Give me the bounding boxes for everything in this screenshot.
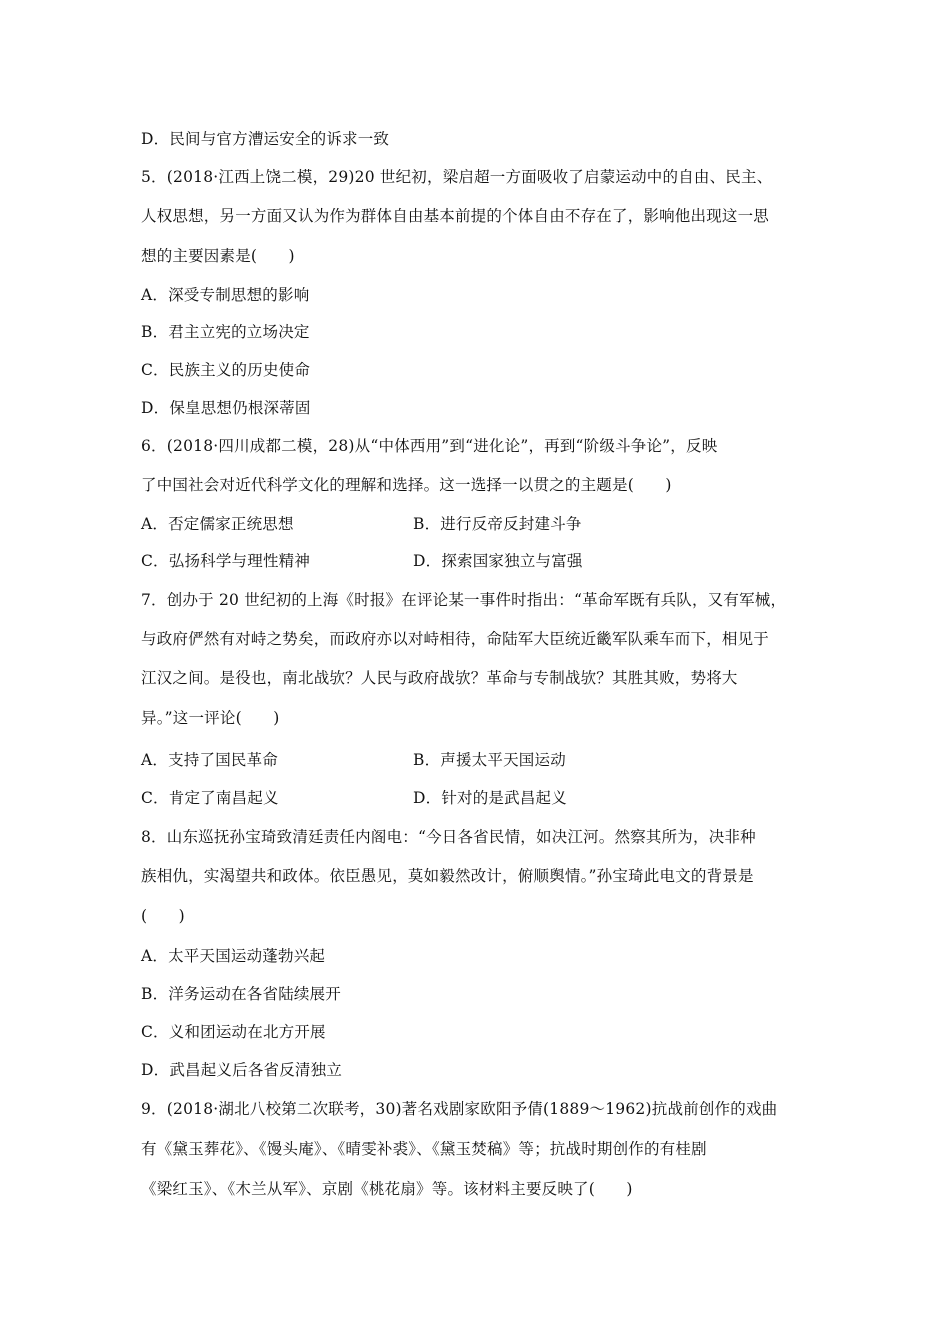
q5-option-d: D．保皇思想仍根深蒂固 bbox=[141, 399, 311, 417]
q5-stem-line-3: 想的主要因素是( ) bbox=[141, 247, 295, 265]
q8-stem-line-2: 族相仇，实渴望共和政体。依臣愚见，莫如毅然改计，俯顺舆情。”孙宝琦此电文的背景是 bbox=[141, 867, 754, 885]
q4-option-d: D．民间与官方漕运安全的诉求一致 bbox=[141, 130, 390, 148]
q8-stem-line-3: ( ) bbox=[141, 907, 185, 925]
q8-option-b: B．洋务运动在各省陆续展开 bbox=[141, 985, 341, 1003]
q7-stem-line-4: 异。”这一评论( ) bbox=[141, 709, 280, 727]
q7-stem-line-1: 7．创办于 20 世纪初的上海《时报》在评论某一事件时指出：“革命军既有兵队，又有军械， bbox=[141, 591, 787, 609]
q9-stem-line-3: 《梁红玉》、《木兰从军》、京剧《桃花扇》等。该材料主要反映了( ) bbox=[141, 1180, 633, 1198]
q6-stem-line-2: 了中国社会对近代科学文化的理解和选择。这一选择一以贯之的主题是( ) bbox=[141, 476, 672, 494]
q5-stem-line-1: 5．(2018·江西上饶二模，29)20 世纪初，梁启超一方面吸收了启蒙运动中的自由、民主、 bbox=[141, 168, 773, 186]
q7-option-a: A．支持了国民革命 bbox=[141, 751, 278, 769]
q7-stem-line-3: 江汉之间。是役也，南北战欤？人民与政府战欤？革命与专制战欤？其胜其败，势将大 bbox=[141, 669, 738, 687]
q6-option-d: D．探索国家独立与富强 bbox=[413, 552, 583, 570]
q8-option-a: A．太平天国运动蓬勃兴起 bbox=[141, 947, 326, 965]
q6-stem-line-1: 6．(2018·四川成都二模，28)从“中体西用”到“进化论”，再到“阶级斗争论”，反映 bbox=[141, 437, 718, 455]
q6-option-b: B．进行反帝反封建斗争 bbox=[413, 515, 582, 533]
q7-option-d: D．针对的是武昌起义 bbox=[413, 789, 567, 807]
q5-option-b: B．君主立宪的立场决定 bbox=[141, 323, 310, 341]
q7-option-b: B．声援太平天国运动 bbox=[413, 751, 566, 769]
q5-stem-line-2: 人权思想，另一方面又认为作为群体自由基本前提的个体自由不存在了，影响他出现这一思 bbox=[141, 207, 770, 225]
q8-option-c: C．义和团运动在北方开展 bbox=[141, 1023, 326, 1041]
q6-option-a: A．否定儒家正统思想 bbox=[141, 515, 294, 533]
q8-stem-line-1: 8．山东巡抚孙宝琦致清廷责任内阁电：“今日各省民情，如决江河。然察其所为，决非种 bbox=[141, 828, 756, 846]
q7-option-c: C．肯定了南昌起义 bbox=[141, 789, 279, 807]
q5-option-a: A．深受专制思想的影响 bbox=[141, 286, 310, 304]
q7-stem-line-2: 与政府俨然有对峙之势矣，而政府亦以对峙相待，命陆军大臣统近畿军队乘车而下，相见于 bbox=[141, 630, 770, 648]
q8-option-d: D．武昌起义后各省反清独立 bbox=[141, 1061, 343, 1079]
q5-option-c: C．民族主义的历史使命 bbox=[141, 361, 311, 379]
q6-option-c: C．弘扬科学与理性精神 bbox=[141, 552, 311, 570]
q9-stem-line-1: 9．(2018·湖北八校第二次联考，30)著名戏剧家欧阳予倩(1889～1962)抗战前创作的戏曲 bbox=[141, 1100, 778, 1118]
q9-stem-line-2: 有《黛玉葬花》、《馒头庵》、《晴雯补裘》、《黛玉焚稿》等；抗战时期创作的有桂剧 bbox=[141, 1140, 707, 1158]
